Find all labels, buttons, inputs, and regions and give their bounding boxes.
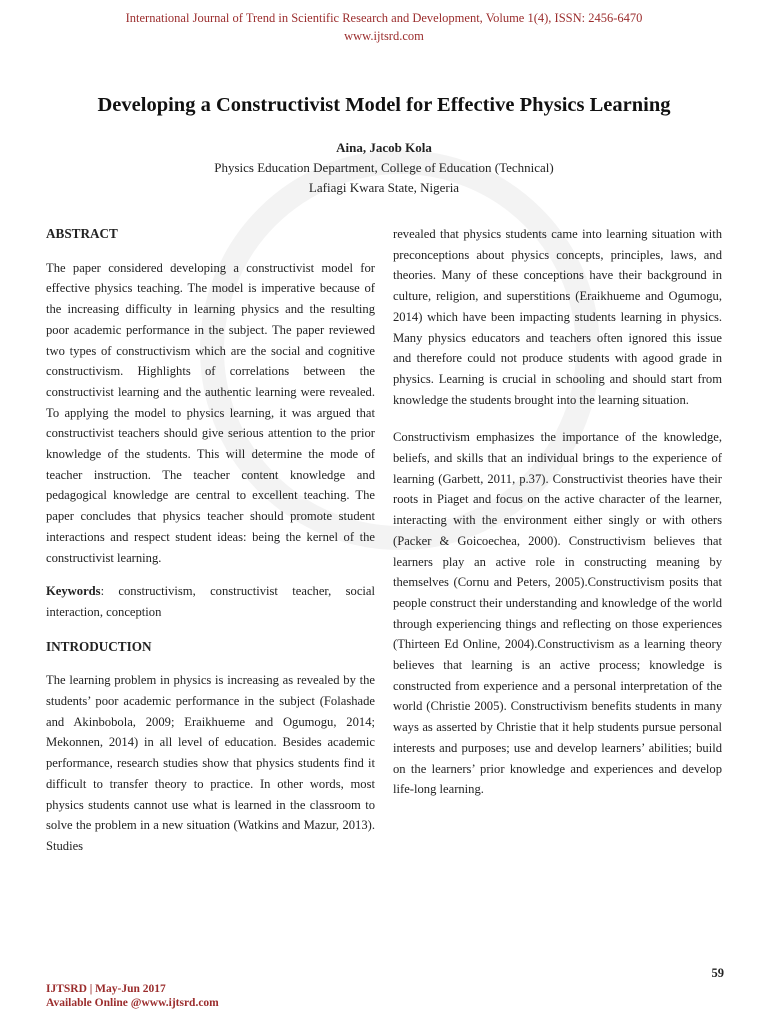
footer-available-online: Available Online @www.ijtsrd.com <box>46 997 219 1009</box>
author-block <box>0 138 768 198</box>
author-affiliation-location: Lafiagi Kwara State, Nigeria <box>308 180 460 195</box>
keywords-line <box>46 581 375 622</box>
introduction-paragraph-1: The learning problem in physics is increasing as revealed by the students’ poor academic performance in the subject (Folashade and Akinbobola, 2009; Eraikhueme and Ogumogu, 2014; Mekonnen, 2014) in all level of education. Besides academic performance, research studies show that physics students find it difficult to transfer theory to practice. In other words, most physics students cannot use what is learned in the classroom to solve the problem in a new situation (Watkins and Mazur, 2013). Studies <box>46 673 375 853</box>
right-column <box>393 224 722 800</box>
page-footer <box>46 982 219 1010</box>
journal-website[interactable]: www.ijtsrd.com <box>344 29 424 43</box>
keywords-list: : constructivism, constructivist teacher, social interaction, conception <box>46 584 375 619</box>
introduction-paragraph-2: Constructivism emphasizes the importance of the knowledge, beliefs, and skills that an individual brings to the experience of learning (Garbett, 2011, p.37). Constructivist theories have their roots in Piaget and focus on the active character of the learner, interacting with the environment either singly or with others (Packer & Goicoechea, 2000). Constructivism believes that learners play an active role in constructing meaning by themselves (Cornu and Peters, 2005).Constructivism posits that people construct their understanding and knowledge of the world through experiencing things and reflecting on those experiences (Thirteen Ed Online, 2004).Constructivism as a learning theory believes that learning is an active process; knowledge is constructed from experience and a personal interpretation of the world (Christie 2005). Constructivism benefits students in many ways as asserted by Christie that it help students pursue personal interests and purposes; use and develop learners’ abilities; build on the learners’ prior knowledge and experiences and develop life-long learning. <box>393 430 722 797</box>
author-name: Aina, Jacob Kola <box>336 140 432 155</box>
left-column <box>46 224 375 857</box>
abstract-heading: ABSTRACT <box>46 226 118 241</box>
abstract-text: The paper considered developing a constructivist model for effective physics teaching. The model is imperative because of the increasing difficulty in learning physics and the resulting poor academic performance in the subject. The paper reviewed two types of constructivism which are the social and cognitive constructivism. Highlights of correlations between the constructivist learning and the authentic learning were revealed. To applying the model to physics learning, it was argued that constructivist teachers should give serious attention to the prior knowledge of the students. This will determine the mode of teacher instruction. The teacher content knowledge and pedagogical knowledge are central to excellent teaching. The paper concludes that physics teacher should promote student interactions and respect student ideas: being the kernel of the constructivist learning. <box>46 260 375 565</box>
introduction-heading: INTRODUCTION <box>46 638 152 654</box>
journal-header <box>0 9 768 45</box>
journal-citation-line: International Journal of Trend in Scientific Research and Development, Volume 1(4), ISSN: 2456-6470 <box>125 11 643 25</box>
paper-title: Developing a Constructivist Model for Effective Physics Learning <box>97 94 671 116</box>
page-number: 59 <box>711 966 724 980</box>
footer-issue: IJTSRD | May-Jun 2017 <box>46 983 166 995</box>
keywords-label: Keywords <box>46 584 101 599</box>
introduction-paragraph-1-continued: revealed that physics students came into learning situation with preconceptions about physics concepts, principles, laws, and theories. Many of these conceptions have their background in culture, religion, and superstitions (Eraikhueme and Ogumogu, 2014) which have been impacting students learning in physics. Many physics educators and teachers often ignored this issue and therefore could not produce students with agood grade in physics. Learning is crucial in schooling and should start from knowledge the students brought into the learning situation. <box>393 227 722 407</box>
author-affiliation-department: Physics Education Department, College of Education (Technical) <box>214 160 554 175</box>
